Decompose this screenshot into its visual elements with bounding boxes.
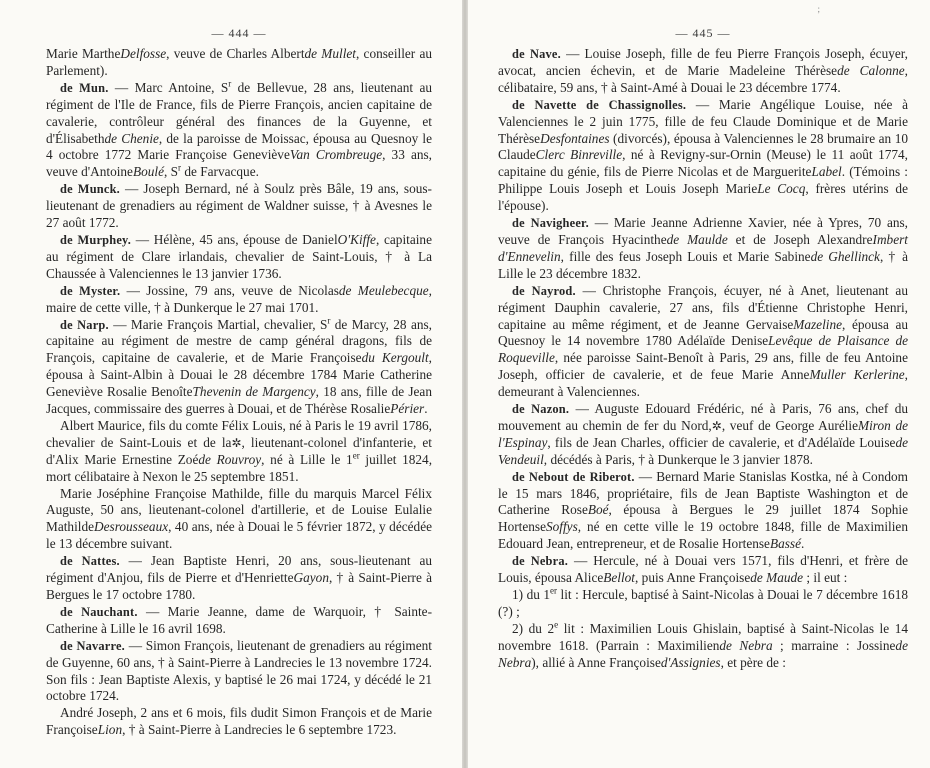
entry: [46, 317, 432, 418]
italic-name: Delfosse: [120, 46, 167, 61]
entry-text: , 40 ans, née à Douai le 5 février 1872, y décédée le 13 décembre suivant.: [46, 519, 432, 552]
italic-name: Label: [811, 164, 842, 180]
superscript: er: [550, 585, 558, 596]
entry: [46, 638, 432, 706]
superscript: r: [178, 162, 182, 173]
entry-name: de Narp.: [60, 317, 109, 332]
italic-name: Levêque de Plaisance de Roqueville: [498, 333, 908, 366]
entry: [46, 553, 432, 604]
italic-name: Gayon: [293, 570, 329, 586]
entry-text: Marie Marthe: [46, 46, 121, 61]
entry-text: et de Joseph Alexandre: [727, 231, 873, 247]
left-entries: [46, 46, 432, 739]
italic-name: Périer: [390, 401, 425, 417]
entry-name: de Munck.: [60, 182, 120, 197]
italic-name: Imbert d'Ennevelin: [498, 231, 908, 264]
entry-name: de Nebout de Riberot.: [512, 469, 635, 484]
entry-text: — Hercule, né à Douai vers 1571, fils d'Henri, et frère de Louis, épousa Alice: [498, 553, 908, 586]
decoration-mark: ✲: [231, 435, 242, 450]
entry-text: , et père de :: [720, 654, 786, 670]
italic-name: Van Crombreuge: [289, 147, 383, 163]
entry: [46, 283, 432, 317]
italic-name: Bassé: [769, 536, 801, 552]
italic-name: de Nebra: [719, 637, 773, 653]
italic-name: de Nebra: [498, 637, 908, 670]
entry-text: 1) du 1: [512, 587, 551, 602]
entry-text: ; marraine : Jossine: [772, 637, 896, 653]
superscript: r: [228, 78, 232, 89]
entry-text: , S: [163, 164, 179, 180]
entry-text: , épousa à Bergues le 29 juillet 1874 Sophie Hortense: [498, 502, 908, 535]
entry-text: , † à Saint-Pierre à Landrecies le 6 septembre 1723.: [122, 722, 397, 738]
entry-text: , capitaine au régiment de Clare irlandais, chevalier de Saint-Louis, † à La Chaussée à Valenciennes le 13 janvier 1736.: [46, 231, 432, 281]
entry-text: — Marie Angélique Louise, née à Valenciennes le 2 juin 1775, fille de feu Claude Dominique et de Marie Thérèse: [498, 96, 908, 146]
entry: [46, 46, 432, 80]
entry-text: , épousa au Quesnoy le 14 novembre 1780 Adélaïde Denise: [498, 316, 908, 349]
entry-text: — Marie François Martial, chevalier, S: [108, 316, 328, 332]
entry-text: lit : Hercule, baptisé à Saint-Nicolas à Douai le 7 décembre 1618 (?) ;: [498, 587, 908, 619]
entry-text: Albert Maurice, fils du comte Félix Louis, né à Paris le 19 avril 1786, chevalier de Saint-Louis et de la: [46, 417, 432, 450]
entry-text: , frères utérins de l'épouse).: [498, 181, 908, 214]
superscript: er: [352, 450, 360, 461]
italic-name: de Vendeuil: [498, 434, 908, 467]
entry-name: de Navarre.: [60, 638, 125, 653]
entry: [46, 181, 432, 232]
italic-name: de Maude: [750, 570, 804, 586]
entry-name: de Nazon.: [512, 402, 570, 417]
entry: [498, 401, 908, 469]
entry-name: de Nayrod.: [512, 283, 576, 298]
italic-name: de Ghellinck: [810, 248, 880, 264]
italic-name: de Chenie: [104, 130, 159, 146]
entry-text: — Marc Antoine, S: [108, 79, 229, 95]
entry-text: , † à Lille le 23 décembre 1832.: [498, 248, 908, 281]
italic-name: de Calonne: [837, 62, 905, 78]
entry-text: Marie Joséphine Françoise Mathilde, fille du marquis Marcel Félix Auguste, 50 ans, lieutenant-colonel d'artillerie, et de Louise Eulalie Mathilde: [46, 485, 432, 535]
entry: [498, 621, 908, 672]
italic-name: Miron de l'Espinay: [498, 417, 909, 450]
entry: [498, 469, 908, 554]
entry-text: , maire de cette ville, † à Dunkerque le 27 mai 1701.: [46, 282, 432, 315]
entry-text: , 33 ans, veuve d'Antoine: [46, 147, 432, 180]
italic-name: Boé: [587, 502, 609, 518]
entry: [498, 283, 908, 401]
italic-name: de Rouvroy: [198, 451, 262, 467]
entry-text: , épousa à Saint-Albin à Douai le 28 décembre 1784 Marie Catherine Geneviève Rosalie Benoîte: [46, 350, 432, 400]
page-number-right: — 445 —: [675, 26, 731, 40]
entry-text: — Jean Baptiste Henri, 20 ans, sous-lieutenant au régiment d'Anjou, fils de Pierre et d'Henriette: [46, 553, 433, 586]
italic-name: d'Assignies: [660, 654, 721, 670]
entry-text: lit : Maximilien Louis Ghislain, baptisé à Saint-Nicolas le 14 novembre 1618. (Parrain : Maximilien: [498, 620, 909, 653]
entry-text: ; il eut :: [803, 570, 848, 586]
italic-name: de Maulde: [666, 231, 728, 247]
entry-text: — Christophe François, écuyer, né à Anet, lieutenant au régiment Dauphin cavalerie, 27 ans, fils d'Étienne Christophe Henri, capitaine au même régiment, et de Jeanne Gervaise: [498, 282, 908, 332]
entry: [46, 80, 432, 181]
entry: [498, 215, 908, 283]
left-page: [0, 0, 462, 768]
entry-text: .: [424, 401, 428, 417]
italic-name: Muller Kerlerine: [809, 367, 905, 383]
entry-text: , fille des feus Joseph Louis et Marie Sabine: [560, 248, 811, 264]
superscript: e: [554, 619, 559, 630]
entry-text: — Simon François, lieutenant de grenadiers au régiment de Guyenne, 60 ans, † à Saint-Pierre à Landrecies le 13 novembre 1724. Son fils : Jean Baptiste Alexis, y baptisé le 26 mai 1724, y décédé le 21 octobre 1724.: [46, 637, 432, 704]
entry-text: — Joseph Bernard, né à Soulz près Bâle, 19 ans, sous-lieutenant de grenadiers au régiment de Waldner suisse, † à Avesnes le 27 août 1772.: [46, 181, 432, 231]
entry: [498, 553, 908, 587]
entry-text: , célibataire, 59 ans, † à Saint-Amé à Douai le 23 décembre 1774.: [498, 62, 908, 95]
italic-name: O'Kiffe: [337, 231, 376, 247]
entry-text: , né à Lille le 1: [261, 451, 353, 467]
entry-text: — Hélène, 45 ans, épouse de Daniel: [131, 231, 338, 247]
entry: [46, 486, 432, 554]
entry-text: 2) du 2: [512, 620, 555, 636]
superscript: r: [327, 315, 331, 326]
entry-text: , † à Saint-Pierre à Bergues le 17 octobre 1780.: [46, 570, 432, 602]
entry-name: de Navigheer.: [512, 216, 589, 231]
italic-name: Desfontaines: [540, 130, 610, 146]
italic-name: Soffys: [546, 519, 578, 535]
entry-name: de Myster.: [60, 283, 121, 298]
italic-name: de Meulebecque: [338, 282, 429, 298]
entry-name: de Nebra.: [512, 554, 569, 569]
entry-text: , de la paroisse de Moissac, épousa au Quesnoy le 4 octobre 1772 Marie Françoise Geneviève: [46, 130, 432, 163]
entry: [46, 604, 432, 638]
right-entries: [498, 46, 908, 672]
entry-text: de Bellevue, 28 ans, lieutenant au régiment de l'Ile de France, fils de Pierre François, ancien capitaine de cavalerie, contrôleur général des finances de la Guyenne, et d'Élisabeth: [46, 79, 433, 146]
page-number-left: — 444 —: [211, 26, 267, 40]
italic-name: du Kergoult: [361, 350, 429, 366]
italic-name: Boulé: [132, 164, 164, 180]
entry: [46, 705, 432, 739]
italic-name: de Mullet: [304, 46, 356, 61]
italic-name: Lion: [97, 722, 123, 738]
entry-text: André Joseph, 2 ans et 6 mois, fils dudit Simon François et de Marie Françoise: [46, 705, 432, 738]
italic-name: Clerc Binreville: [535, 147, 623, 163]
entry: [46, 418, 432, 486]
entry-text: , née paroisse Saint-Benoît à Paris, 29 ans, fille de feu Antoine Joseph, officier de cavalerie, et de feue Marie Anne: [498, 350, 908, 383]
entry-text: — Marie Jeanne, dame de Warquoir, † Sainte-Catherine à Lille le 16 avril 1698.: [46, 603, 432, 636]
decoration-mark: ✲: [711, 418, 722, 433]
entry-text: , demeurant à Valenciennes.: [498, 367, 908, 400]
entry-text: , lieutenant-colonel d'infanterie, et d'Alix Marie Ernestine Zoé: [46, 434, 432, 467]
entry-text: juillet 1824, mort célibataire à Nexon le 25 septembre 1851.: [46, 451, 433, 484]
entry-text: de Farvacque.: [181, 164, 259, 180]
entry-name: de Murphey.: [60, 232, 132, 247]
entry-text: , né en cette ville le 19 octobre 1848, fille de Maximilien Edouard Jean, entrepreneur, et de Rosalie Hortense: [498, 519, 908, 552]
italic-name: Le Cocq: [757, 181, 806, 197]
entry-name: de Nattes.: [60, 554, 120, 569]
entry-text: — Bernard Marie Stanislas Kostka, né à Condom le 15 mars 1846, propriétaire, fils de Jean Baptiste Washington et de Catherine Rose: [498, 468, 908, 518]
entry-name: de Mun.: [60, 80, 109, 95]
entry-name: de Navette de Chassignolles.: [512, 97, 687, 112]
entry-text: , fils de Jean Charles, officier de cavalerie, et d'Adélaïde Louise: [547, 434, 896, 450]
entry-text: , puis Anne Françoise: [635, 570, 751, 586]
italic-name: Thevenin de Margency: [192, 384, 316, 400]
entry-text: ), allié à Anne Françoise: [531, 654, 661, 670]
entry-text: , veuf de George Aurélie: [721, 417, 859, 433]
entry-text: , décédés à Paris, † à Dunkerque le 3 janvier 1878.: [543, 451, 813, 467]
entry-name: de Nave.: [512, 47, 561, 61]
italic-name: Mazeline: [793, 316, 843, 332]
corner-mark: ;: [817, 4, 820, 14]
entry-text: , 18 ans, fille de Jean Jacques, commissaire des guerres à Douai, et de Thérèse Rosalie: [46, 384, 432, 417]
entry-text: . (Témoins : Philippe Louis Joseph et Louis Joseph Marie: [498, 164, 908, 197]
entry: [498, 587, 908, 621]
entry-text: , veuve de Charles Albert: [166, 46, 305, 61]
entry-text: , né à Revigny-sur-Ornin (Meuse) le 11 août 1774, capitaine du génie, fils de Pierre Nicolas et de Marguerite: [498, 147, 909, 180]
entry: [498, 46, 908, 97]
right-page: [468, 0, 930, 768]
entry: [498, 97, 908, 215]
entry-text: de Marcy, 28 ans, capitaine au régiment de mestre de camp général dragons, fils de François, capitaine de cavalerie, et de Marie Françoise: [46, 316, 432, 366]
entry-text: .: [800, 536, 805, 552]
entry-text: , conseiller au Parlement).: [46, 46, 432, 78]
entry-name: de Nauchant.: [60, 604, 138, 619]
italic-name: Bellot: [603, 570, 636, 586]
entry-text: (divorcés), épousa à Valenciennes le 28 brumaire an 10 Claude: [498, 130, 908, 163]
entry-text: — Jossine, 79 ans, veuve de Nicolas: [120, 282, 339, 298]
entry-text: — Marie Jeanne Adrienne Xavier, née à Ypres, 70 ans, veuve de François Hyacinthe: [498, 215, 908, 247]
entry-text: — Auguste Edouard Frédéric, né à Paris, 76 ans, chef du mouvement au chemin de fer du Nord,: [498, 401, 908, 433]
entry: [46, 232, 432, 283]
entry-text: — Louise Joseph, fille de feu Pierre François Joseph, écuyer, avocat, ancien échevin, et de Marie Madeleine Thérèse: [498, 46, 908, 78]
italic-name: Desrousseaux: [94, 519, 169, 535]
